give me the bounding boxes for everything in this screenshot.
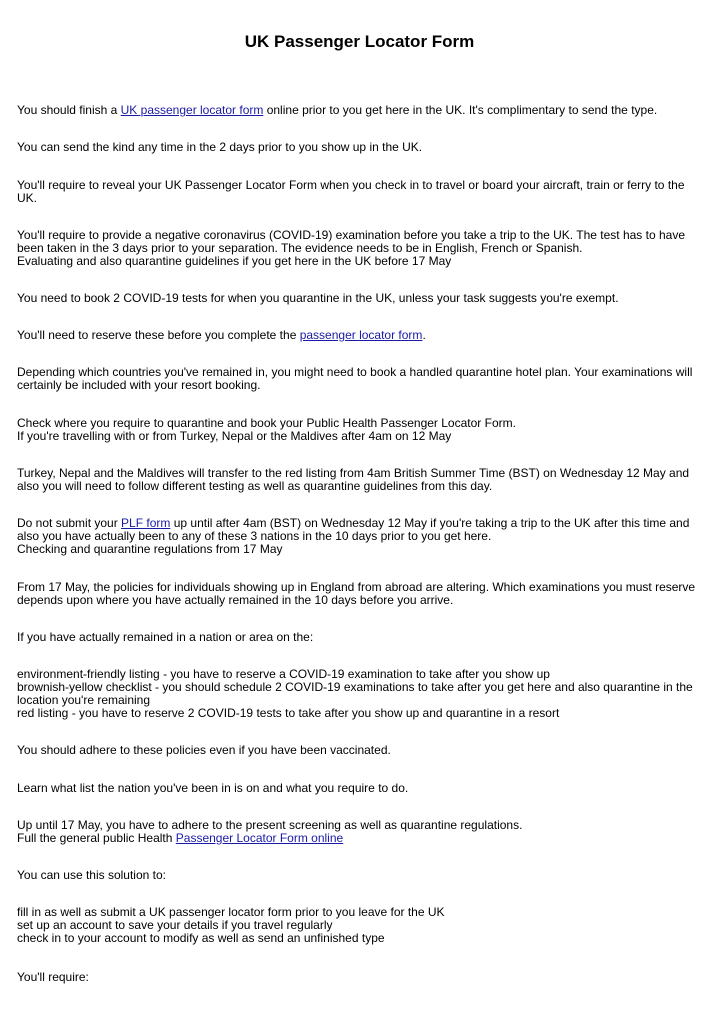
paragraph-until-17-may: Up until 17 May, you have to adhere to the present screening as well as quarantine regulations. Full the general public Health Passenger Locator Form online [17,818,523,845]
plf-form-link[interactable]: PLF form [121,516,171,530]
list-item: fill in as well as submit a UK passenger locator form prior to you leave for the UK [17,905,445,919]
paragraph-learn-list: Learn what list the nation you've been in is on and what you require to do. [17,781,409,795]
uk-passenger-locator-form-link[interactable]: UK passenger locator form [120,103,264,117]
page-title: UK Passenger Locator Form [244,32,475,51]
paragraph-book-tests: You need to book 2 COVID-19 tests for when you quarantine in the UK, unless your task suggests you're exempt. [17,291,619,305]
list-item: check in to your account to modify as well as send an unfinished type [17,931,385,945]
paragraph-red-list-transfer: Turkey, Nepal and the Maldives will transfer to the red listing from 4am British Summer Time (BST) on Wednesday 12 May and also you will need to follow different testing as well as quarantine guidelines from this day. [17,466,690,493]
passenger-locator-form-online-link[interactable]: Passenger Locator Form online [175,831,344,845]
list-item: location you're remaining [17,693,151,707]
paragraph-vaccinated: You should adhere to these policies even if you have been vaccinated. [17,743,391,757]
paragraph-timing: You can send the kind any time in the 2 days prior to you show up in the UK. [17,140,423,154]
paragraph-you-require: You'll require: [17,970,89,984]
list-item: red listing - you have to reserve 2 COVID-19 tests to take after you show up and quarantine in a resort [17,706,560,720]
paragraph-nation-area: If you have actually remained in a nation or area on the: [17,630,314,644]
paragraph-show-form: You'll require to reveal your UK Passenger Locator Form when you check in to travel or board your aircraft, train or ferry to the UK. [17,178,685,205]
paragraph-solution-uses [17,906,707,945]
paragraph-negative-test: You'll require to provide a negative coronavirus (COVID-19) examination before you take a trip to the UK. The test has to have been taken in the 3 days prior to your separation. The evidence needs to be in English, French or Spanish. Evaluating and also quarantine guidelines if you get here in the UK before 17 May [17,228,685,268]
paragraph-quarantine-hotel: Depending which countries you've remained in, you might need to book a handled quarantine hotel plan. Your examinations will certainly be included with your resort booking. [17,365,693,392]
list-item: brownish-yellow checklist - you should schedule 2 COVID-19 examinations to take after you get here and also quarantine in the [17,680,693,694]
list-item: environment-friendly listing - you have to reserve a COVID-19 examination to take after you show up [17,667,550,681]
paragraph-reserve-before: You'll need to reserve these before you complete the passenger locator form. [17,328,426,342]
paragraph-intro: You should finish a UK passenger locator form online prior to you get here in the UK. It's complimentary to send the type. [17,103,658,117]
passenger-locator-form-link[interactable]: passenger locator form [299,328,423,342]
paragraph-use-solution: You can use this solution to: [17,868,166,882]
paragraph-check-quarantine: Check where you require to quarantine and book your Public Health Passenger Locator Form. If you're travelling with or from Turkey, Nepal or the Maldives after 4am on 12 May [17,416,516,443]
list-item: set up an account to save your details if you travel regularly [17,918,333,932]
paragraph-17-may-policies: From 17 May, the policies for individuals showing up in England from abroad are altering. Which examinations you must reserve depends upon where you have actually remained in the 10 days before you arrive. [17,580,696,607]
paragraph-list-rules [17,668,707,720]
paragraph-plf-timing: Do not submit your PLF form up until after 4am (BST) on Wednesday 12 May if you're taking a trip to the UK after this time and also you have actually been to any of these 3 nations in the 10 days prior to you get here. Checking and quarantine regulations from 17 May [17,516,690,556]
